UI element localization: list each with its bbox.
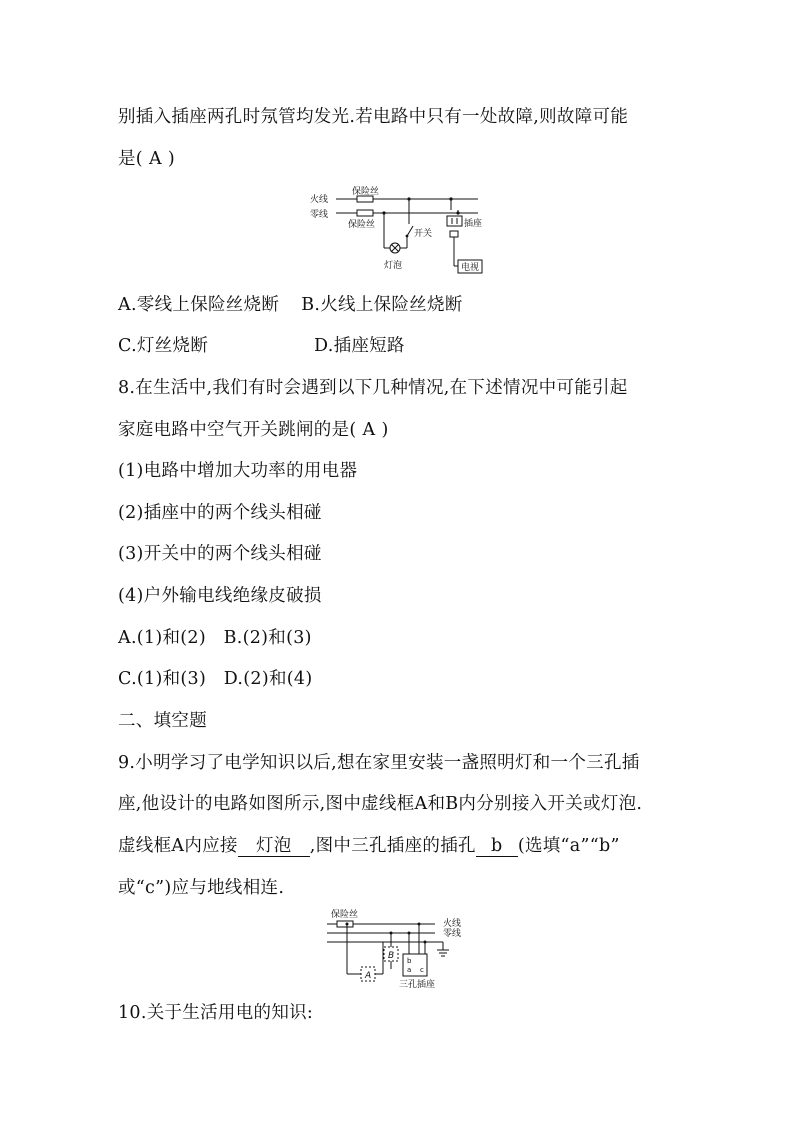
q9-text-line1: 9.小明学习了电学知识以后,想在家里安装一盏照明灯和一个三孔插 <box>118 753 640 773</box>
q8-suffix: ) <box>381 420 389 440</box>
q9-circuit-figure <box>325 906 475 988</box>
q8-item-3: (3)开关中的两个线头相碰 <box>118 544 322 564</box>
q8-item-1: (1)电路中增加大功率的用电器 <box>118 461 358 481</box>
fig1-fuse1-label: 保险丝 <box>352 187 380 197</box>
q7-option-d: D.插座短路 <box>314 336 405 356</box>
q7-option-a: A.零线上保险丝烧断 <box>118 295 280 315</box>
q8-item-2: (2)插座中的两个线头相碰 <box>118 503 322 523</box>
section-heading: 二、填空题 <box>118 711 207 731</box>
fig1-fuse2-label: 保险丝 <box>348 220 376 230</box>
q9-line3-prefix: 虚线框A内应接 <box>118 836 238 856</box>
fig2-box-b: B <box>388 951 395 961</box>
q7-option-b: B.火线上保险丝烧断 <box>301 295 463 315</box>
q8-item-4: (4)户外输电线绝缘皮破损 <box>118 586 322 606</box>
fig2-neutral-label: 零线 <box>443 929 462 939</box>
q8-options-cd: C.(1)和(3) D.(2)和(4) <box>118 669 313 689</box>
fig1-lamp-label: 灯泡 <box>384 261 403 271</box>
fig2-hole-c: c <box>420 966 424 974</box>
fig1-socket-label: 插座 <box>464 219 483 229</box>
q7-circuit-figure <box>306 186 486 278</box>
q7-options-ab <box>118 294 463 316</box>
q9-text-line3 <box>118 835 620 857</box>
q7-answer: A <box>148 149 162 169</box>
q8-text-line2 <box>118 419 389 441</box>
fig2-socket-label: 三孔插座 <box>399 980 436 988</box>
fig2-fuse-label: 保险丝 <box>331 910 359 920</box>
q7-text-line1: 别插入插座两孔时氖管均发光.若电路中只有一处故障,则故障可能 <box>118 107 629 127</box>
q7-suffix: ) <box>167 149 176 169</box>
q8-answer: A <box>362 420 376 440</box>
fig1-neutral-label: 零线 <box>310 210 329 220</box>
fig1-switch-label: 开关 <box>414 229 433 239</box>
q9-blank-1: 灯泡 <box>238 836 310 857</box>
fig1-live-label: 火线 <box>310 195 329 205</box>
q8-text-line1: 8.在生活中,我们有时会遇到以下几种情况,在下述情况中可能引起 <box>118 378 628 398</box>
q7-text-line2 <box>118 148 175 170</box>
q8-prefix: 家庭电路中空气开关跳闸的是( <box>118 420 357 440</box>
fig2-hole-b: b <box>407 957 412 965</box>
q7-prefix: 是( <box>118 149 143 169</box>
q10-text-line1: 10.关于生活用电的知识: <box>118 1003 314 1023</box>
q7-options-cd <box>118 335 405 357</box>
q8-options-ab: A.(1)和(2) B.(2)和(3) <box>118 628 312 648</box>
q7-option-c: C.灯丝烧断 <box>118 336 209 356</box>
q9-text-line2: 座,他设计的电路如图所示,图中虚线框A和B内分别接入开关或灯泡. <box>118 794 643 814</box>
q9-blank-2: b <box>476 836 518 857</box>
fig1-tv-label: 电视 <box>461 263 480 273</box>
fig2-box-a: A <box>365 971 372 981</box>
q9-line3-suffix: (选填“a”“b” <box>517 836 620 856</box>
fig2-hole-a: a <box>407 966 412 974</box>
fig2-live-label: 火线 <box>443 919 462 929</box>
q9-line3-mid: ,图中三孔插座的插孔 <box>309 836 476 856</box>
q9-text-line4: 或“c”)应与地线相连. <box>118 878 285 898</box>
